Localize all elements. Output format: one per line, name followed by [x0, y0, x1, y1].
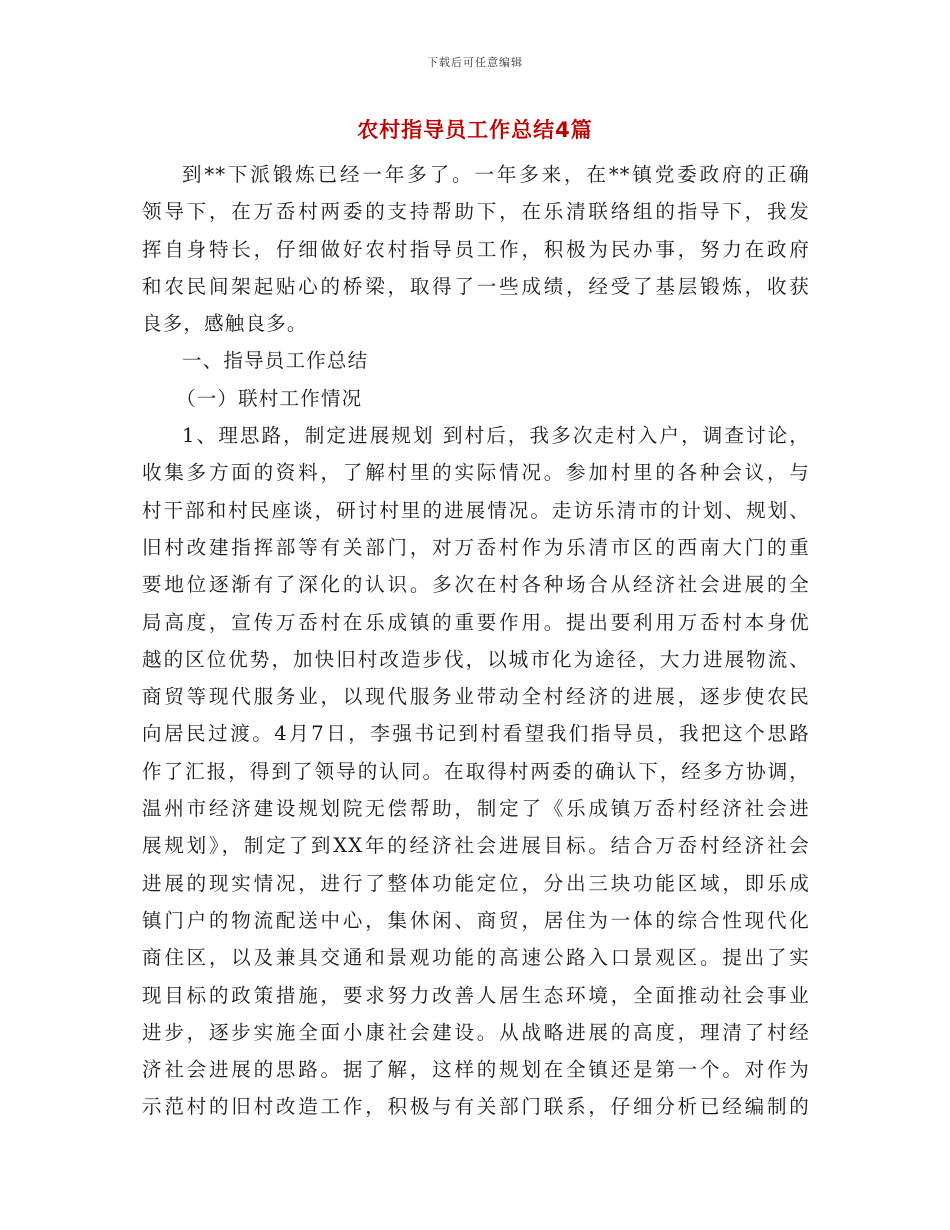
paragraph-line: 村干部和村民座谈，研讨村里的进展情况。走访乐清市的计划、规划、	[142, 498, 810, 522]
paragraph-line: 向居民过渡。4月7日，李强书记到村看望我们指导员，我把这个思路	[142, 722, 810, 746]
paragraph-line: 温州市经济建设规划院无偿帮助，制定了《乐成镇万岙村经济社会进	[142, 797, 810, 821]
paragraph-line: 现目标的政策措施，要求努力改善人居生态环境，全面推动社会事业	[142, 983, 810, 1007]
section-heading	[142, 342, 810, 379]
paragraph-line: 收集多方面的资料，了解村里的实际情况。参加村里的各种会议，与	[142, 461, 810, 485]
paragraph-line: 示范村的旧村改造工作，积极与有关部门联系，仔细分析已经编制的	[142, 1095, 810, 1119]
paragraph-line: 济社会进展的思路。据了解，这样的规划在全镇还是第一个。对作为	[142, 1058, 810, 1082]
intro-paragraph	[142, 156, 810, 342]
subsection-heading	[142, 380, 810, 417]
paragraph-line: 旧村改建指挥部等有关部门，对万岙村作为乐清市区的西南大门的重	[142, 535, 810, 559]
subsection-heading-text: （一）联村工作情况	[176, 386, 363, 410]
paragraph-line: 1、理思路，制定进展规划 到村后，我多次走村入户，调查讨论，	[182, 424, 810, 448]
paragraph-line: 挥自身特长，仔细做好农村指导员工作，积极为民办事，努力在政府	[142, 237, 810, 261]
paragraph-line: 要地位逐渐有了深化的认识。多次在村各种场合从经济社会进展的全	[142, 573, 810, 597]
paragraph-line: 局高度，宣传万岙村在乐成镇的重要作用。提出要利用万岙村本身优	[142, 610, 810, 634]
paragraph-line: 商住区，以及兼具交通和景观功能的高速公路入口景观区。提出了实	[142, 946, 810, 970]
paragraph-line: 进展的现实情况，进行了整体功能定位，分出三块功能区域，即乐成	[142, 871, 810, 895]
paragraph-line: 和农民间架起贴心的桥梁，取得了一些成绩，经受了基层锻炼，收获	[142, 274, 810, 298]
header-note: 下载后可任意编辑	[427, 56, 523, 69]
paragraph-line: 商贸等现代服务业，以现代服务业带动全村经济的进展，逐步使农民	[142, 685, 810, 709]
document-body	[142, 156, 810, 1126]
paragraph-line: 镇门户的物流配送中心，集休闲、商贸，居住为一体的综合性现代化	[142, 908, 810, 932]
body-paragraph	[142, 417, 810, 1126]
paragraph-line: 作了汇报，得到了领导的认同。在取得村两委的确认下，经多方协调，	[142, 759, 810, 783]
paragraph-line: 展规划》，制定了到XX年的经济社会进展目标。结合万岙村经济社会	[142, 834, 810, 858]
paragraph-line: 良多，感触良多。	[142, 312, 308, 336]
document-title: 农村指导员工作总结4篇	[357, 118, 593, 142]
section-heading-text: 一、指导员工作总结	[182, 349, 369, 373]
paragraph-line: 领导下，在万岙村两委的支持帮助下，在乐清联络组的指导下，我发	[142, 200, 810, 224]
paragraph-line: 到**下派锻炼已经一年多了。一年多来，在**镇党委政府的正确	[182, 163, 810, 186]
paragraph-line: 进步，逐步实施全面小康社会建设。从战略进展的高度，理清了村经	[142, 1020, 810, 1044]
paragraph-line: 越的区位优势，加快旧村改造步伐，以城市化为途径，大力进展物流、	[142, 647, 810, 671]
